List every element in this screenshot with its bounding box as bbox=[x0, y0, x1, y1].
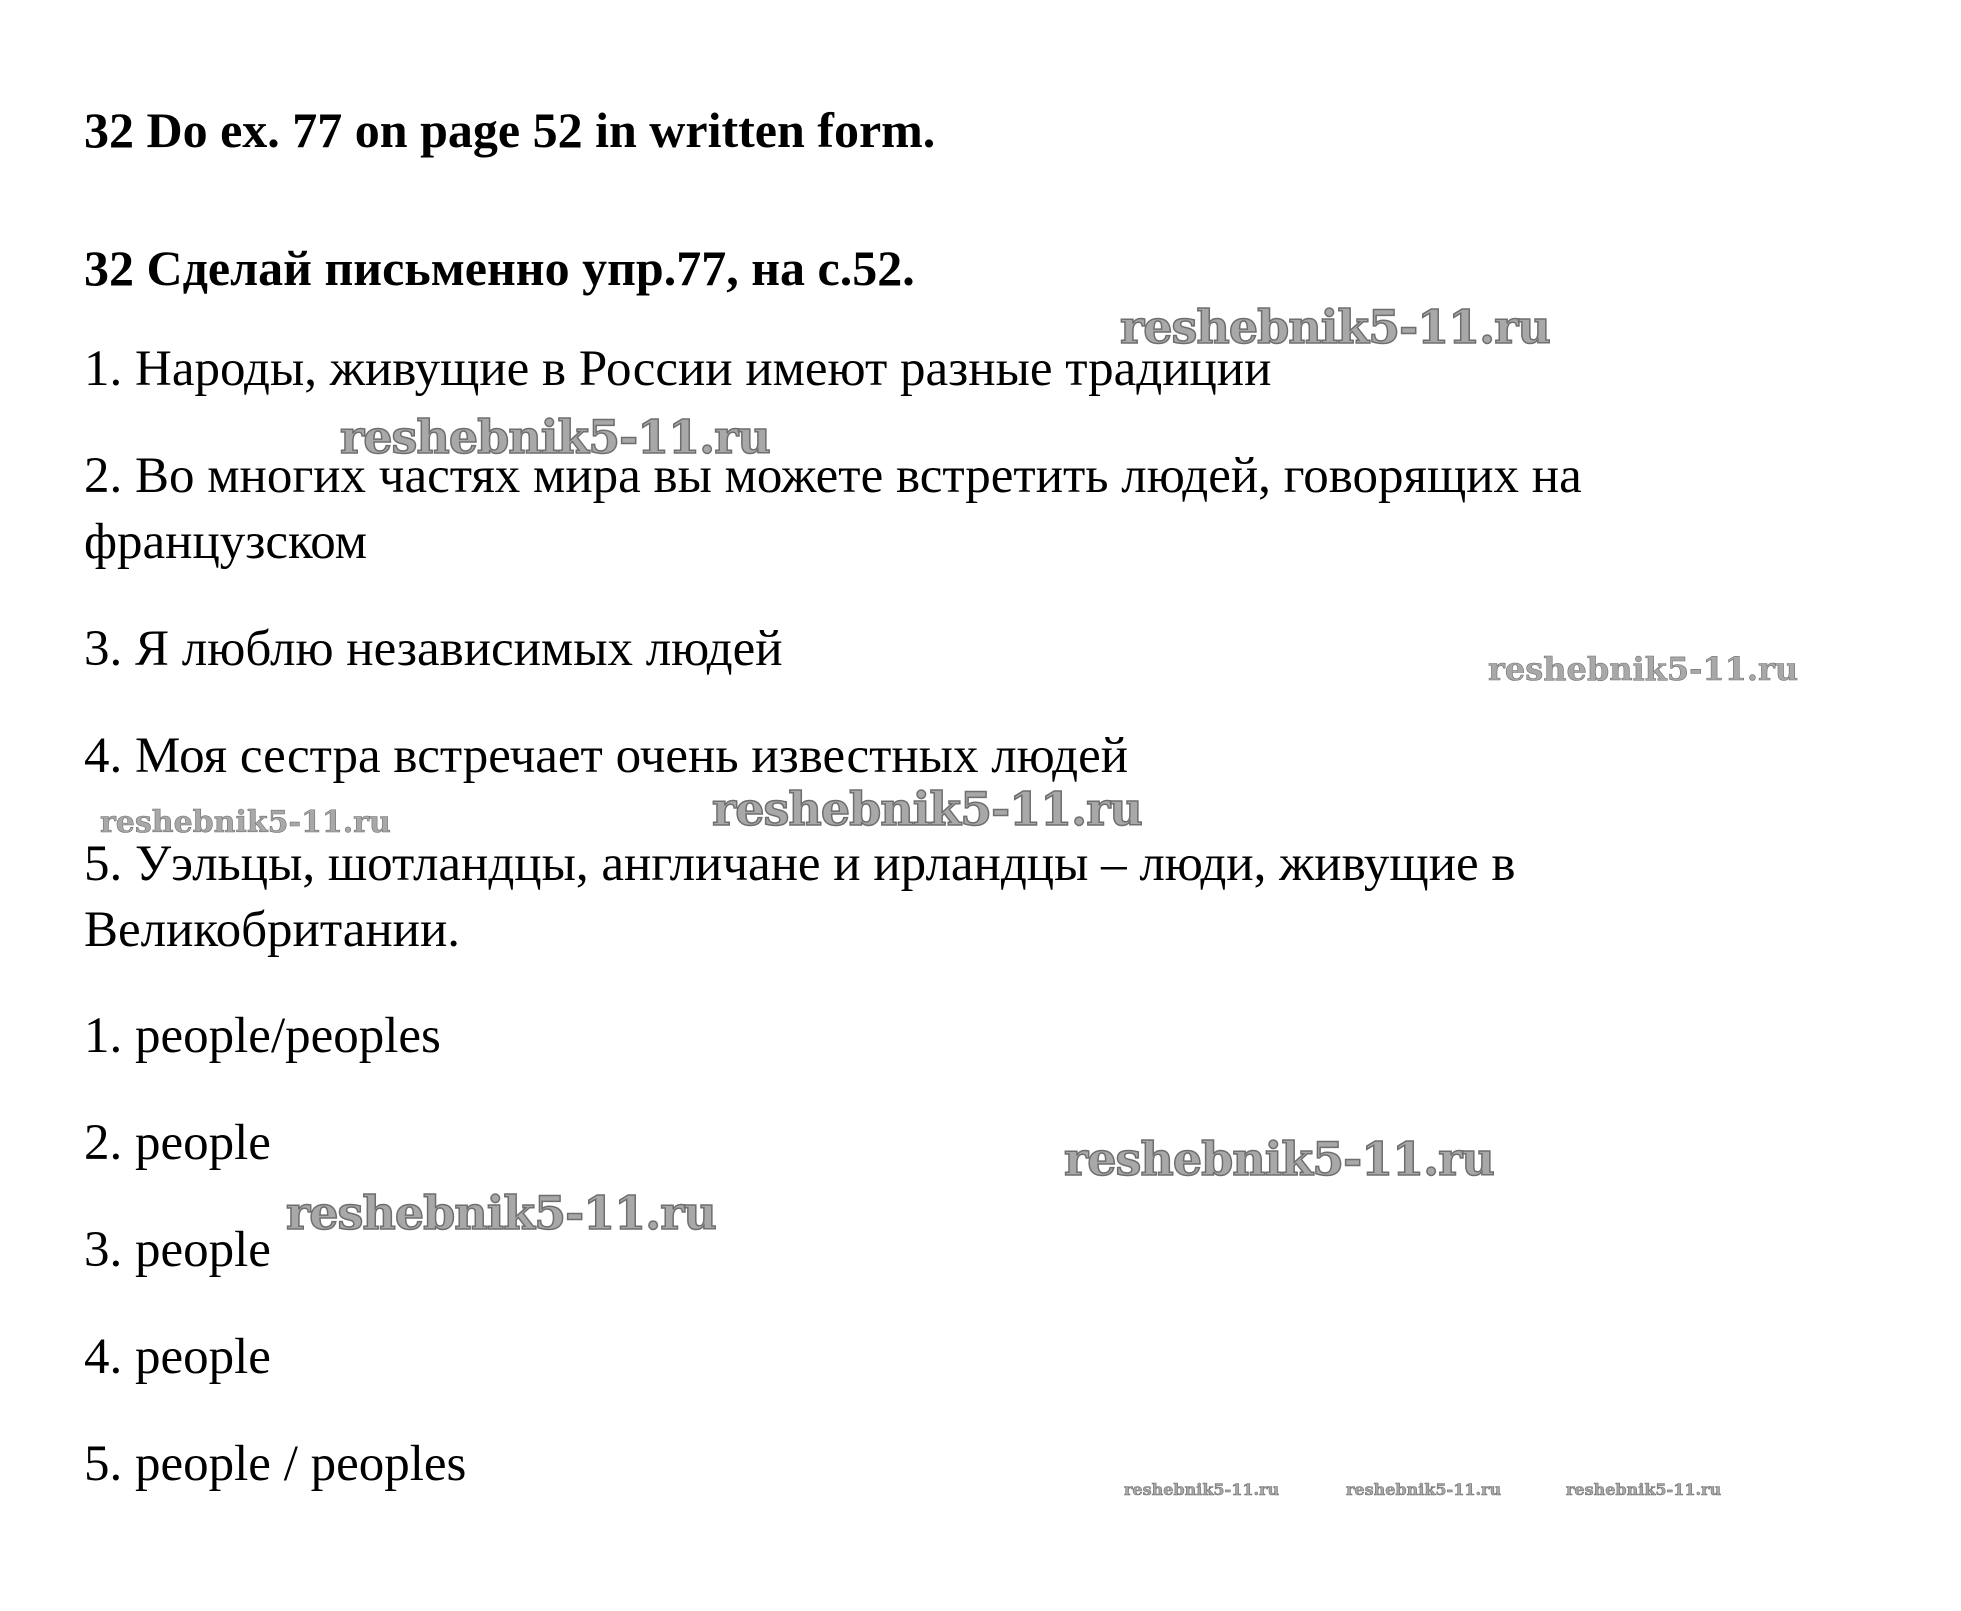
watermark: reshebnik5-11.ru bbox=[1566, 1480, 1722, 1499]
watermark: reshebnik5-11.ru bbox=[1120, 300, 1550, 354]
answer-5: 5. people / peoples bbox=[84, 1436, 467, 1492]
answer-3: 3. people bbox=[84, 1222, 271, 1278]
watermark: reshebnik5-11.ru bbox=[286, 1186, 716, 1240]
watermark: reshebnik5-11.ru bbox=[1346, 1480, 1502, 1499]
watermark: reshebnik5-11.ru bbox=[1124, 1480, 1280, 1499]
translation-sentence-1: 1. Народы, живущие в России имеют разные традиции bbox=[84, 341, 1272, 397]
watermark: reshebnik5-11.ru bbox=[1064, 1132, 1494, 1186]
translation-sentence-5: 5. Уэльцы, шотландцы, англичане и ирландцы – люди, живущие в Великобритании. bbox=[84, 836, 1516, 958]
watermark: reshebnik5-11.ru bbox=[1488, 650, 1799, 688]
watermark: reshebnik5-11.ru bbox=[100, 805, 391, 840]
translation-sentence-4: 4. Моя сестра встречает очень известных людей bbox=[84, 728, 1129, 784]
translation-sentence-2: 2. Во многих частях мира вы можете встретить людей, говорящих на французском bbox=[84, 448, 1582, 570]
translation-sentence-3: 3. Я люблю независимых людей bbox=[84, 621, 783, 677]
answer-4: 4. people bbox=[84, 1329, 271, 1385]
watermark: reshebnik5-11.ru bbox=[340, 410, 770, 464]
exercise-heading-russian: 32 Сделай письменно упр.77, на с.52. bbox=[84, 240, 915, 296]
answer-2: 2. people bbox=[84, 1115, 271, 1171]
answer-1: 1. people/peoples bbox=[84, 1008, 441, 1064]
exercise-heading-english: 32 Do ex. 77 on page 52 in written form. bbox=[84, 102, 936, 158]
watermark: reshebnik5-11.ru bbox=[712, 782, 1142, 836]
